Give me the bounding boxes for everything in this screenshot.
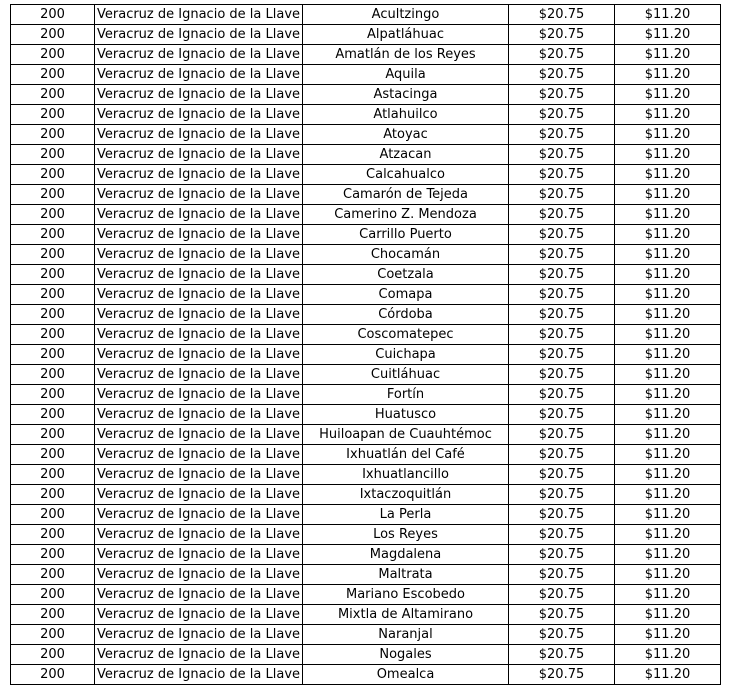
table-row — [11, 65, 721, 85]
price-a-cell[interactable]: $20.75 — [509, 365, 615, 385]
table-row — [11, 605, 721, 625]
municipality-cell[interactable]: Ixhuatlán del Café — [303, 445, 509, 465]
municipality-cell[interactable]: Coscomatepec — [303, 325, 509, 345]
table-row — [11, 365, 721, 385]
table-row — [11, 85, 721, 105]
price-b-cell[interactable]: $11.20 — [615, 305, 721, 325]
code-cell[interactable]: 200 — [11, 545, 95, 565]
state-cell[interactable]: Veracruz de Ignacio de la Llave — [95, 65, 303, 85]
table-row — [11, 645, 721, 665]
code-cell[interactable]: 200 — [11, 625, 95, 645]
code-cell[interactable]: 200 — [11, 525, 95, 545]
state-cell[interactable]: Veracruz de Ignacio de la Llave — [95, 485, 303, 505]
price-a-cell[interactable]: $20.75 — [509, 485, 615, 505]
municipality-cell[interactable]: Mariano Escobedo — [303, 585, 509, 605]
state-cell[interactable]: Veracruz de Ignacio de la Llave — [95, 625, 303, 645]
price-a-cell[interactable]: $20.75 — [509, 565, 615, 585]
price-b-cell[interactable]: $11.20 — [615, 245, 721, 265]
municipality-cell[interactable]: Aquila — [303, 65, 509, 85]
table-row — [11, 185, 721, 205]
municipality-cell[interactable]: Astacinga — [303, 85, 509, 105]
price-b-cell[interactable]: $11.20 — [615, 205, 721, 225]
municipality-cell[interactable]: Cuichapa — [303, 345, 509, 365]
price-a-cell[interactable]: $20.75 — [509, 185, 615, 205]
code-cell[interactable]: 200 — [11, 285, 95, 305]
state-cell[interactable]: Veracruz de Ignacio de la Llave — [95, 5, 303, 25]
municipality-cell[interactable]: Camarón de Tejeda — [303, 185, 509, 205]
table-row — [11, 205, 721, 225]
table-row — [11, 225, 721, 245]
table-row — [11, 425, 721, 445]
table-row — [11, 345, 721, 365]
price-a-cell[interactable]: $20.75 — [509, 245, 615, 265]
table-row — [11, 105, 721, 125]
municipality-cell[interactable]: Los Reyes — [303, 525, 509, 545]
municipality-cell[interactable]: Atlahuilco — [303, 105, 509, 125]
municipality-cell[interactable]: Huatusco — [303, 405, 509, 425]
price-a-cell[interactable]: $20.75 — [509, 585, 615, 605]
code-cell[interactable]: 200 — [11, 145, 95, 165]
price-a-cell[interactable]: $20.75 — [509, 65, 615, 85]
table-row — [11, 305, 721, 325]
price-a-cell[interactable]: $20.75 — [509, 145, 615, 165]
table-row — [11, 325, 721, 345]
code-cell[interactable]: 200 — [11, 45, 95, 65]
state-cell[interactable]: Veracruz de Ignacio de la Llave — [95, 405, 303, 425]
price-b-cell[interactable]: $11.20 — [615, 525, 721, 545]
municipality-cell[interactable]: Mixtla de Altamirano — [303, 605, 509, 625]
price-b-cell[interactable]: $11.20 — [615, 465, 721, 485]
table-row — [11, 525, 721, 545]
table-row — [11, 565, 721, 585]
table-row — [11, 625, 721, 645]
price-a-cell[interactable]: $20.75 — [509, 465, 615, 485]
code-cell[interactable]: 200 — [11, 645, 95, 665]
state-cell[interactable]: Veracruz de Ignacio de la Llave — [95, 325, 303, 345]
price-a-cell[interactable]: $20.75 — [509, 405, 615, 425]
state-cell[interactable]: Veracruz de Ignacio de la Llave — [95, 465, 303, 485]
price-b-cell[interactable]: $11.20 — [615, 65, 721, 85]
price-a-cell[interactable]: $20.75 — [509, 285, 615, 305]
price-a-cell[interactable]: $20.75 — [509, 305, 615, 325]
price-a-cell[interactable]: $20.75 — [509, 385, 615, 405]
price-b-cell[interactable]: $11.20 — [615, 5, 721, 25]
municipality-cell[interactable]: Camerino Z. Mendoza — [303, 205, 509, 225]
state-cell[interactable]: Veracruz de Ignacio de la Llave — [95, 665, 303, 685]
table-body — [11, 5, 721, 685]
price-b-cell[interactable]: $11.20 — [615, 585, 721, 605]
price-a-cell[interactable]: $20.75 — [509, 605, 615, 625]
code-cell[interactable]: 200 — [11, 65, 95, 85]
state-cell[interactable]: Veracruz de Ignacio de la Llave — [95, 25, 303, 45]
municipality-cell[interactable]: Amatlán de los Reyes — [303, 45, 509, 65]
state-cell[interactable]: Veracruz de Ignacio de la Llave — [95, 245, 303, 265]
price-b-cell[interactable]: $11.20 — [615, 385, 721, 405]
code-cell[interactable]: 200 — [11, 265, 95, 285]
state-cell[interactable]: Veracruz de Ignacio de la Llave — [95, 345, 303, 365]
code-cell[interactable]: 200 — [11, 165, 95, 185]
state-cell[interactable]: Veracruz de Ignacio de la Llave — [95, 365, 303, 385]
table-row — [11, 285, 721, 305]
code-cell[interactable]: 200 — [11, 425, 95, 445]
price-b-cell[interactable]: $11.20 — [615, 625, 721, 645]
price-a-cell[interactable]: $20.75 — [509, 445, 615, 465]
price-a-cell[interactable]: $20.75 — [509, 205, 615, 225]
price-a-cell[interactable]: $20.75 — [509, 425, 615, 445]
code-cell[interactable]: 200 — [11, 605, 95, 625]
table-row — [11, 545, 721, 565]
code-cell[interactable]: 200 — [11, 665, 95, 685]
municipality-cell[interactable]: Comapa — [303, 285, 509, 305]
state-cell[interactable]: Veracruz de Ignacio de la Llave — [95, 105, 303, 125]
price-a-cell[interactable]: $20.75 — [509, 45, 615, 65]
table-row — [11, 385, 721, 405]
price-b-cell[interactable]: $11.20 — [615, 665, 721, 685]
municipality-cell[interactable]: Córdoba — [303, 305, 509, 325]
state-cell[interactable]: Veracruz de Ignacio de la Llave — [95, 145, 303, 165]
code-cell[interactable]: 200 — [11, 485, 95, 505]
state-cell[interactable]: Veracruz de Ignacio de la Llave — [95, 85, 303, 105]
price-b-cell[interactable]: $11.20 — [615, 565, 721, 585]
code-cell[interactable]: 200 — [11, 25, 95, 45]
code-cell[interactable]: 200 — [11, 305, 95, 325]
state-cell[interactable]: Veracruz de Ignacio de la Llave — [95, 305, 303, 325]
price-a-cell[interactable]: $20.75 — [509, 165, 615, 185]
code-cell[interactable]: 200 — [11, 585, 95, 605]
table-row — [11, 585, 721, 605]
price-b-cell[interactable]: $11.20 — [615, 645, 721, 665]
code-cell[interactable]: 200 — [11, 225, 95, 245]
price-b-cell[interactable]: $11.20 — [615, 405, 721, 425]
price-a-cell[interactable]: $20.75 — [509, 105, 615, 125]
price-b-cell[interactable]: $11.20 — [615, 165, 721, 185]
table-row — [11, 5, 721, 25]
code-cell[interactable]: 200 — [11, 345, 95, 365]
price-b-cell[interactable]: $11.20 — [615, 45, 721, 65]
code-cell[interactable]: 200 — [11, 365, 95, 385]
state-cell[interactable]: Veracruz de Ignacio de la Llave — [95, 285, 303, 305]
state-cell[interactable]: Veracruz de Ignacio de la Llave — [95, 505, 303, 525]
code-cell[interactable]: 200 — [11, 445, 95, 465]
municipality-cell[interactable]: Ixhuatlancillo — [303, 465, 509, 485]
state-cell[interactable]: Veracruz de Ignacio de la Llave — [95, 385, 303, 405]
municipality-cell[interactable]: Cuitláhuac — [303, 365, 509, 385]
table-row — [11, 25, 721, 45]
code-cell[interactable]: 200 — [11, 405, 95, 425]
price-a-cell[interactable]: $20.75 — [509, 345, 615, 365]
code-cell[interactable]: 200 — [11, 205, 95, 225]
table-row — [11, 445, 721, 465]
price-b-cell[interactable]: $11.20 — [615, 85, 721, 105]
state-cell[interactable]: Veracruz de Ignacio de la Llave — [95, 265, 303, 285]
price-a-cell[interactable]: $20.75 — [509, 125, 615, 145]
municipality-cell[interactable]: Atzacan — [303, 145, 509, 165]
state-cell[interactable]: Veracruz de Ignacio de la Llave — [95, 545, 303, 565]
price-b-cell[interactable]: $11.20 — [615, 605, 721, 625]
code-cell[interactable]: 200 — [11, 85, 95, 105]
state-cell[interactable]: Veracruz de Ignacio de la Llave — [95, 565, 303, 585]
price-b-cell[interactable]: $11.20 — [615, 325, 721, 345]
municipality-cell[interactable]: Ixtaczoquitlán — [303, 485, 509, 505]
state-cell[interactable]: Veracruz de Ignacio de la Llave — [95, 45, 303, 65]
state-cell[interactable]: Veracruz de Ignacio de la Llave — [95, 585, 303, 605]
municipality-cell[interactable]: Atoyac — [303, 125, 509, 145]
price-a-cell[interactable]: $20.75 — [509, 665, 615, 685]
price-b-cell[interactable]: $11.20 — [615, 485, 721, 505]
table-row — [11, 45, 721, 65]
table-row — [11, 245, 721, 265]
municipality-cell[interactable]: Fortín — [303, 385, 509, 405]
data-table — [10, 4, 721, 685]
municipality-cell[interactable]: Acultzingo — [303, 5, 509, 25]
code-cell[interactable]: 200 — [11, 105, 95, 125]
code-cell[interactable]: 200 — [11, 325, 95, 345]
code-cell[interactable]: 200 — [11, 385, 95, 405]
price-b-cell[interactable]: $11.20 — [615, 265, 721, 285]
state-cell[interactable]: Veracruz de Ignacio de la Llave — [95, 225, 303, 245]
price-a-cell[interactable]: $20.75 — [509, 5, 615, 25]
municipality-cell[interactable]: Coetzala — [303, 265, 509, 285]
state-cell[interactable]: Veracruz de Ignacio de la Llave — [95, 185, 303, 205]
table-row — [11, 125, 721, 145]
state-cell[interactable]: Veracruz de Ignacio de la Llave — [95, 165, 303, 185]
code-cell[interactable]: 200 — [11, 505, 95, 525]
municipality-cell[interactable]: Magdalena — [303, 545, 509, 565]
price-b-cell[interactable]: $11.20 — [615, 225, 721, 245]
price-a-cell[interactable]: $20.75 — [509, 505, 615, 525]
price-a-cell[interactable]: $20.75 — [509, 85, 615, 105]
price-b-cell[interactable]: $11.20 — [615, 25, 721, 45]
table-row — [11, 465, 721, 485]
code-cell[interactable]: 200 — [11, 565, 95, 585]
price-a-cell[interactable]: $20.75 — [509, 645, 615, 665]
price-a-cell[interactable]: $20.75 — [509, 25, 615, 45]
state-cell[interactable]: Veracruz de Ignacio de la Llave — [95, 125, 303, 145]
state-cell[interactable]: Veracruz de Ignacio de la Llave — [95, 425, 303, 445]
municipality-cell[interactable]: Naranjal — [303, 625, 509, 645]
municipality-cell[interactable]: Omealca — [303, 665, 509, 685]
price-a-cell[interactable]: $20.75 — [509, 265, 615, 285]
price-b-cell[interactable]: $11.20 — [615, 545, 721, 565]
municipality-cell[interactable]: Maltrata — [303, 565, 509, 585]
code-cell[interactable]: 200 — [11, 5, 95, 25]
state-cell[interactable]: Veracruz de Ignacio de la Llave — [95, 645, 303, 665]
municipality-cell[interactable]: La Perla — [303, 505, 509, 525]
municipality-cell[interactable]: Alpatláhuac — [303, 25, 509, 45]
municipality-cell[interactable]: Chocamán — [303, 245, 509, 265]
price-b-cell[interactable]: $11.20 — [615, 285, 721, 305]
state-cell[interactable]: Veracruz de Ignacio de la Llave — [95, 205, 303, 225]
spreadsheet-area — [10, 4, 720, 685]
price-b-cell[interactable]: $11.20 — [615, 425, 721, 445]
price-a-cell[interactable]: $20.75 — [509, 325, 615, 345]
code-cell[interactable]: 200 — [11, 465, 95, 485]
state-cell[interactable]: Veracruz de Ignacio de la Llave — [95, 525, 303, 545]
price-b-cell[interactable]: $11.20 — [615, 105, 721, 125]
price-b-cell[interactable]: $11.20 — [615, 445, 721, 465]
code-cell[interactable]: 200 — [11, 245, 95, 265]
price-a-cell[interactable]: $20.75 — [509, 625, 615, 645]
table-row — [11, 505, 721, 525]
municipality-cell[interactable]: Calcahualco — [303, 165, 509, 185]
table-row — [11, 265, 721, 285]
table-row — [11, 485, 721, 505]
code-cell[interactable]: 200 — [11, 125, 95, 145]
price-b-cell[interactable]: $11.20 — [615, 145, 721, 165]
table-row — [11, 145, 721, 165]
code-cell[interactable]: 200 — [11, 185, 95, 205]
state-cell[interactable]: Veracruz de Ignacio de la Llave — [95, 605, 303, 625]
price-a-cell[interactable]: $20.75 — [509, 525, 615, 545]
price-b-cell[interactable]: $11.20 — [615, 125, 721, 145]
table-row — [11, 165, 721, 185]
price-b-cell[interactable]: $11.20 — [615, 505, 721, 525]
table-row — [11, 405, 721, 425]
table-row — [11, 665, 721, 685]
municipality-cell[interactable]: Huiloapan de Cuauhtémoc — [303, 425, 509, 445]
price-a-cell[interactable]: $20.75 — [509, 545, 615, 565]
state-cell[interactable]: Veracruz de Ignacio de la Llave — [95, 445, 303, 465]
municipality-cell[interactable]: Carrillo Puerto — [303, 225, 509, 245]
municipality-cell[interactable]: Nogales — [303, 645, 509, 665]
price-b-cell[interactable]: $11.20 — [615, 185, 721, 205]
price-b-cell[interactable]: $11.20 — [615, 345, 721, 365]
price-b-cell[interactable]: $11.20 — [615, 365, 721, 385]
price-a-cell[interactable]: $20.75 — [509, 225, 615, 245]
